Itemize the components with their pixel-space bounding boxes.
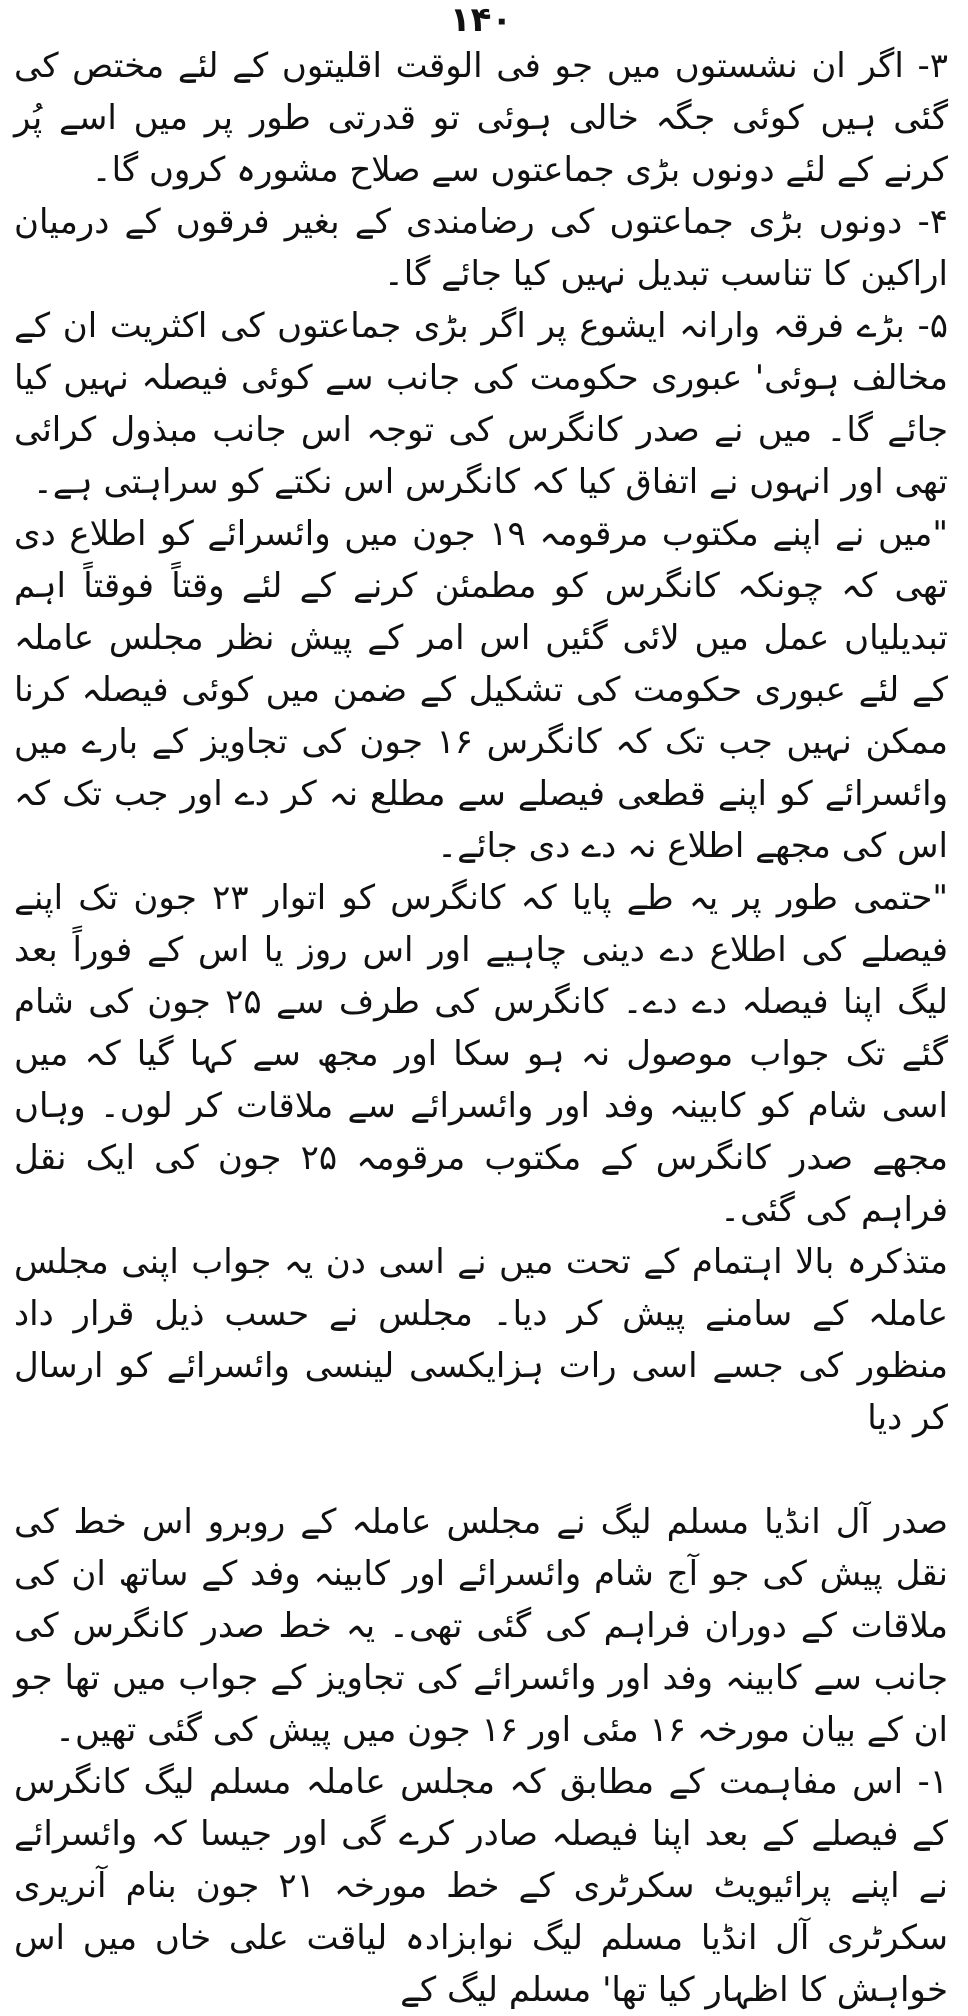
paragraph-quote-letter: "میں نے اپنے مکتوب مرقومہ ۱۹ جون میں وائسرائے کو اطلاع دی تھی کہ چونکہ کانگرس کو مطمئن کرنے کے لئے وقتاً فوقتاً اہم تبدیلیاں عمل میں لائی گئیں اس امر کے پیش نظر مجلس عاملہ کے لئے عبوری حکومت کی تشکیل کے ضمن میں کوئی فیصلہ کرنا ممکن نہیں جب تک کہ کانگرس ۱۶ جون کی تجاویز کے بارے میں وائسرائے کو اپنے قطعی فیصلے سے مطلع نہ کر دے اور جب تک کہ اس کی مجھے اطلاع نہ دے دی جائے۔: [14, 514, 948, 866]
page-number: ۱۴۰: [449, 0, 513, 40]
paragraph-clause-3: ۳- اگر ان نشستوں میں جو فی الوقت اقلیتوں کے لئے مختص کی گئی ہیں کوئی جگہ خالی ہوئی تو قدرتی طور پر میں اسے پُر کرنے کے لئے دونوں بڑی جماعتوں سے صلاح مشورہ کروں گا۔: [14, 46, 948, 190]
paragraph-quote-decision: "حتمی طور پر یہ طے پایا کہ کانگرس کو اتوار ۲۳ جون تک اپنے فیصلے کی اطلاع دے دینی چاہیے اور اس روز یا اس کے فوراً بعد لیگ اپنا فیصلہ دے دے۔ کانگرس کی طرف سے ۲۵ جون کی شام گئے تک جواب موصول نہ ہو سکا اور مجھ سے کہا گیا کہ میں اسی شام کو کابینہ وفد اور وائسرائے سے ملاقات کر لوں۔ وہاں مجھے صدر کانگرس کے مکتوب مرقومہ ۲۵ جون کی ایک نقل فراہم کی گئی۔: [14, 878, 949, 1230]
paragraph-resolution-intro: صدر آل انڈیا مسلم لیگ نے مجلس عاملہ کے روبرو اس خط کی نقل پیش کی جو آج شام وائسرائے اور کابینہ وفد کے ساتھ ان کی ملاقات کے دوران فراہم کی گئی تھی۔ یہ خط صدر کانگرس کی جانب سے کابینہ وفد اور وائسرائے کی تجاویز کے جواب میں تھا جو ان کے بیان مورخہ ۱۶ مئی اور ۱۶ جون میں پیش کی گئی تھیں۔: [14, 1502, 948, 1750]
paragraph-arrangement: متذکرہ بالا اہتمام کے تحت میں نے اسی دن یہ جواب اپنی مجلس عاملہ کے سامنے پیش کر دیا۔ مجلس نے حسب ذیل قرار داد منظور کی جسے اسی رات ہزایکسی لینسی وائسرائے کو ارسال کر دیا: [14, 1242, 948, 1438]
paragraph-clause-4: ۴- دونوں بڑی جماعتوں کی رضامندی کے بغیر فرقوں کے درمیان اراکین کا تناسب تبدیل نہیں کیا جائے گا۔: [14, 202, 948, 294]
section-gap: [14, 1444, 948, 1496]
paragraph-resolution-clause-1: ۱- اس مفاہمت کے مطابق کہ مجلس عاملہ مسلم لیگ کانگرس کے فیصلے کے بعد اپنا فیصلہ صادر کرے گی اور جیسا کہ وائسرائے نے اپنے پرائیویٹ سکرٹری کے خط مورخہ ۲۱ جون بنام آنریری سکرٹری آل انڈیا مسلم لیگ نوابزادہ لیاقت علی خاں میں اس خواہش کا اظہار کیا تھا' مسلم لیگ کے: [14, 1762, 948, 2010]
paragraph-clause-5: ۵- بڑے فرقہ وارانہ ایشوع پر اگر بڑی جماعتوں کی اکثریت ان کے مخالف ہوئی' عبوری حکومت کی جانب سے کوئی فیصلہ نہیں کیا جائے گا۔ میں نے صدر کانگرس کی توجہ اس جانب مبذول کرائی تھی اور انہوں نے اتفاق کیا کہ کانگرس اس نکتے کو سراہتی ہے۔: [14, 306, 948, 502]
